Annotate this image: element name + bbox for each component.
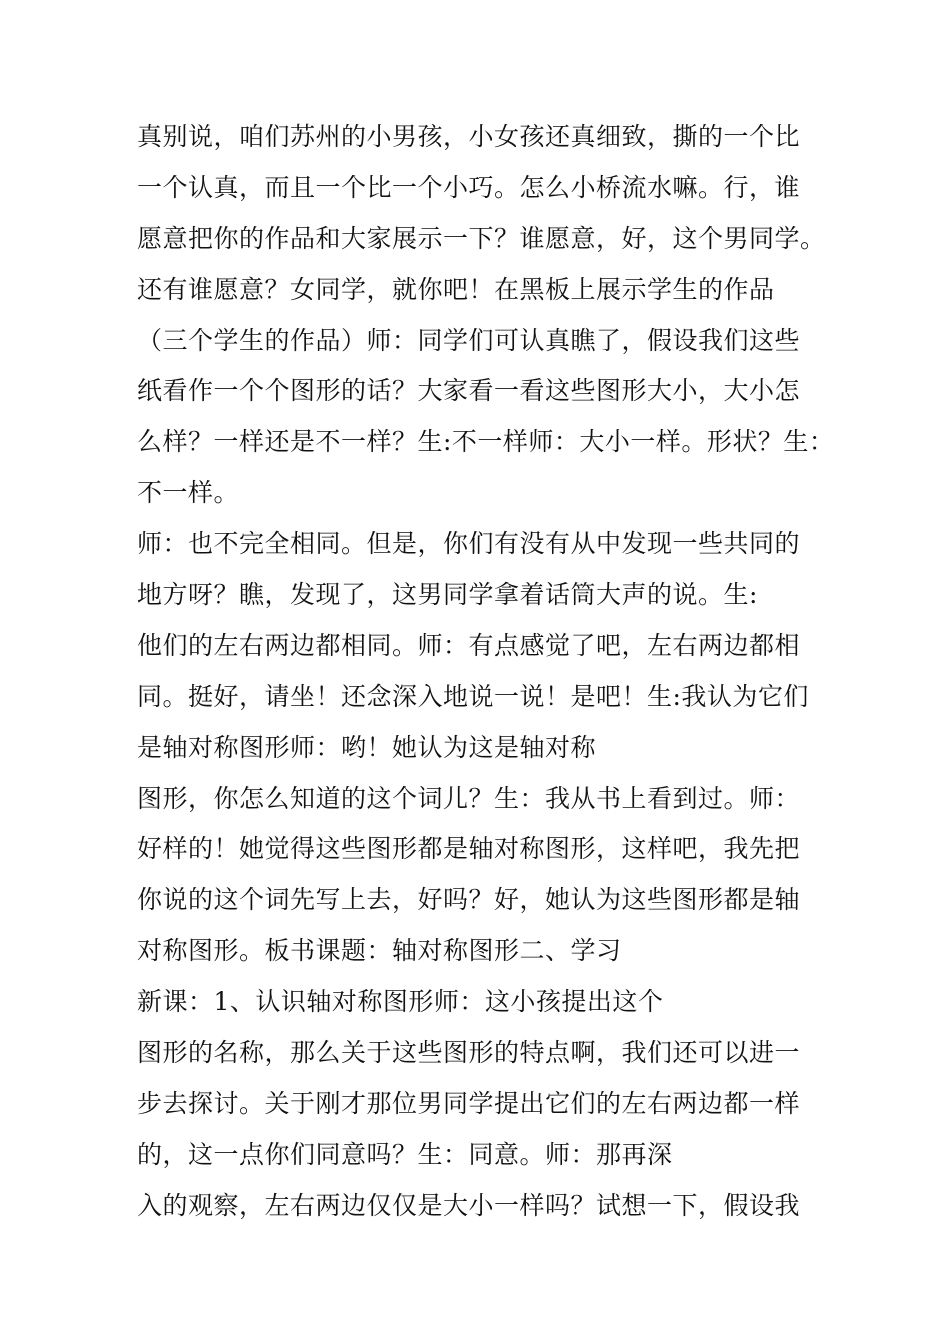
text-line: 图形的名称，那么关于这些图形的特点啊，我们还可以进一 — [137, 1038, 801, 1068]
text-line: 纸看作一个个图形的话？大家看一看这些图形大小，大小怎 — [137, 376, 801, 406]
text-line: 对称图形。板书课题：轴对称图形二、学习 — [137, 936, 622, 966]
text-line: 新课：1、认识轴对称图形师：这小孩提出这个 — [137, 987, 664, 1017]
text-line: 的，这一点你们同意吗？生：同意。师：那再深 — [137, 1139, 673, 1169]
body-text — [137, 112, 857, 1232]
text-line: 入的观察，左右两边仅仅是大小一样吗？试想一下，假设我 — [137, 1190, 801, 1220]
text-line: 你说的这个词先写上去，好吗？好，她认为这些图形都是轴 — [137, 885, 801, 915]
text-line: 愿意把你的作品和大家展示一下？谁愿意，好，这个男同学。 — [137, 223, 826, 253]
text-line: 不一样。 — [137, 478, 240, 508]
text-line: 是轴对称图形师：哟！她认为这是轴对称 — [137, 732, 597, 762]
text-line: 他们的左右两边都相同。师：有点感觉了吧，左右两边都相 — [137, 630, 801, 660]
text-line: 么样？一样还是不一样？生:不一样师：大小一样。形状？生： — [137, 427, 835, 457]
text-line: 还有谁愿意？女同学，就你吧！在黑板上展示学生的作品 — [137, 274, 775, 304]
text-line: 真别说，咱们苏州的小男孩，小女孩还真细致，撕的一个比 — [137, 122, 801, 151]
text-line: 地方呀？瞧，发现了，这男同学拿着话筒大声的说。生: — [137, 580, 758, 610]
text-line: 图形，你怎么知道的这个词儿？生：我从书上看到过。师： — [137, 783, 801, 813]
text-line: 一个认真，而且一个比一个小巧。怎么小桥流水嘛。行，谁 — [137, 172, 801, 202]
text-line: 师：也不完全相同。但是，你们有没有从中发现一些共同的 — [137, 529, 801, 559]
text-line: 步去探讨。关于刚才那位男同学提出它们的左右两边都一样 — [137, 1088, 801, 1118]
text-line: 同。挺好，请坐！还念深入地说一说！是吧！生:我认为它们 — [137, 681, 809, 711]
text-line: （三个学生的作品）师：同学们可认真瞧了，假设我们这些 — [137, 325, 801, 355]
text-line: 好样的！她觉得这些图形都是轴对称图形，这样吧，我先把 — [137, 834, 801, 864]
